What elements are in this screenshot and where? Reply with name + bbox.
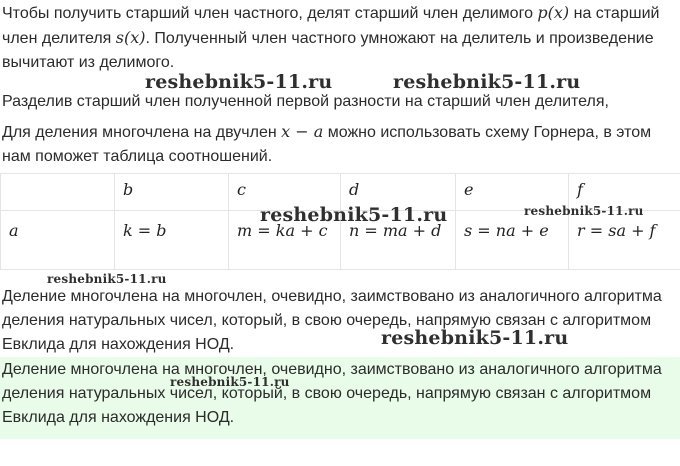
table-cell: n = ma + d	[341, 211, 456, 270]
table-cell: s = na + e	[456, 211, 569, 270]
watermark: reshebnik5-11.ru	[393, 71, 581, 93]
math-p-of-x: p(x)	[537, 3, 570, 22]
math-x-minus-a: x − a	[281, 122, 324, 141]
table-cell: m = ka + c	[229, 211, 341, 270]
table-cell: a	[1, 211, 115, 270]
table-cell: f	[569, 174, 680, 211]
table-cell: e	[456, 174, 569, 211]
watermark: reshebnik5-11.ru	[381, 327, 569, 349]
watermark: reshebnik5-11.ru	[47, 272, 167, 286]
paragraph-leading-term	[2, 1, 676, 75]
watermark: reshebnik5-11.ru	[260, 204, 448, 226]
paragraph-leading-term-text-c: . Полученный член частного умножают на делитель и произведение вычитают из делимого.	[2, 30, 654, 71]
table-cell: d	[341, 174, 456, 211]
watermark: reshebnik5-11.ru	[170, 375, 290, 389]
paragraph-horner-text-a: Для деления многочлена на двучлен	[2, 124, 282, 141]
paragraph-polynomial-division-highlighted: Деление многочлена на многочлен, очевидно, заимствовано из аналогичного алгоритма деления натуральных чисел, который, в свою очередь, напрямую связан с алгоритмом Евклида для нахождения НОД.	[2, 361, 662, 426]
paragraph-horner-text-b: можно использовать схему Горнера, в этом нам поможет таблица соотношений.	[2, 124, 652, 165]
paragraph-first-difference: Разделив старший член полученной первой разности на старший член делителя,	[2, 93, 609, 110]
watermark: reshebnik5-11.ru	[145, 71, 333, 93]
table-cell: k = b	[115, 211, 229, 270]
paragraph-horner	[2, 120, 676, 169]
table-cell: b	[115, 174, 229, 211]
watermark: reshebnik5-11.ru	[524, 204, 644, 218]
table-cell	[1, 174, 115, 211]
paragraph-leading-term-text-a: Чтобы получить старший член частного, делят старший член делимого	[2, 5, 538, 22]
table-cell: r = sa + f	[569, 211, 680, 270]
math-s-of-x: s(x)	[115, 28, 146, 47]
paragraph-polynomial-division: Деление многочлена на многочлен, очевидно, заимствовано из аналогичного алгоритма деления натуральных чисел, который, в свою очередь, напрямую связан с алгоритмом Евклида для нахождения НОД.	[2, 288, 662, 353]
paragraph-leading-term-text-b: на старший член делителя	[2, 5, 660, 47]
table-cell: c	[229, 174, 341, 211]
